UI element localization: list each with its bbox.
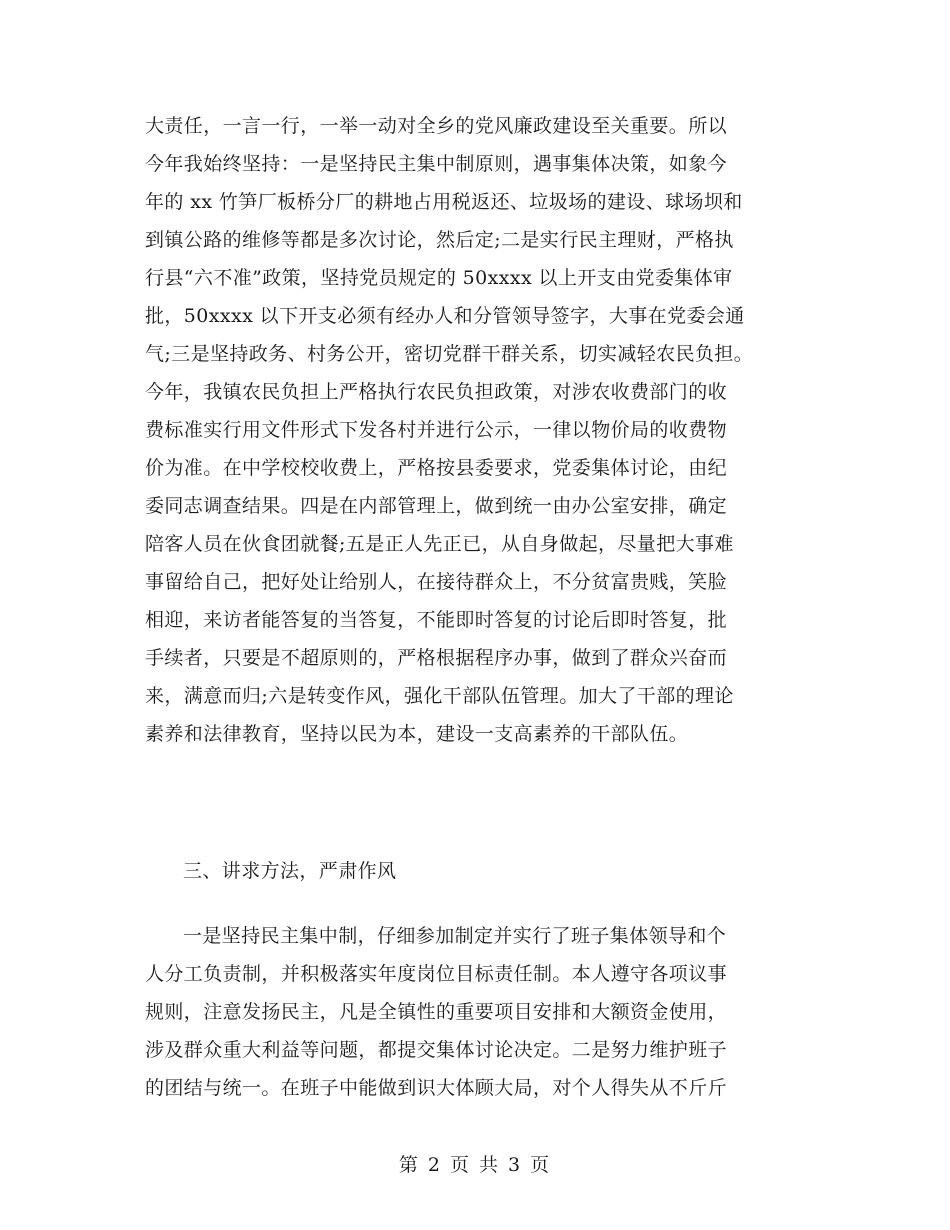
text-line: 陪客人员在伙食团就餐;五是正人先正已，从自身做起，尽量把大事难 [145, 533, 734, 555]
text-line: 价为准。在中学校校收费上，严格按县委要求，党委集体讨论，由纪 [145, 457, 728, 479]
text-line: 年的 xx 竹笋厂板桥分厂的耕地占用税返还、垃圾场的建设、球场坝和 [145, 191, 743, 213]
text-line: 来，满意而归;六是转变作风，强化干部队伍管理。加大了干部的理论 [145, 685, 734, 707]
text-line: 手续者，只要是不超原则的，严格根据程序办事，做到了群众兴奋而 [145, 647, 728, 669]
text-line: 行县“六不准”政策，坚持党员规定的 50xxxx 以上开支由党委集体审 [145, 267, 733, 289]
text-line: 委同志调查结果。四是在内部管理上，做到统一由办公室安排，确定 [145, 495, 728, 517]
text-line: 今年我始终坚持：一是坚持民主集中制原则，遇事集体决策，如象今 [145, 153, 728, 175]
paragraph-2 [145, 917, 805, 1107]
text-line: 今年，我镇农民负担上严格执行农民负担政策，对涉农收费部门的收 [145, 381, 728, 403]
text-line: 规则，注意发扬民主，凡是全镇性的重要项目安排和大额资金使用， [145, 1001, 728, 1023]
page-footer: 第 2 页 共 3 页 [398, 1154, 552, 1176]
text-line: 事留给自己，把好处让给别人，在接待群众上，不分贫富贵贱，笑脸 [145, 571, 728, 593]
text-line: 相迎，来访者能答复的当答复，不能即时答复的讨论后即时答复，批 [145, 609, 728, 631]
text-line: 一是坚持民主集中制，仔细参加制定并实行了班子集体领导和个 [183, 925, 727, 947]
text-line: 素养和法律教育，坚持以民为本，建设一支高素养的干部队伍。 [145, 723, 689, 745]
text-line: 涉及群众重大利益等问题，都提交集体讨论决定。二是努力维护班子 [145, 1039, 728, 1061]
text-line: 气;三是坚持政务、村务公开，密切党群干群关系，切实减轻农民负担。 [145, 343, 754, 365]
paragraph-1 [145, 107, 805, 753]
section-heading: 三、讲求方法，严肃作风 [183, 860, 397, 882]
text-line: 批，50xxxx 以下开支必须有经办人和分管领导签字，大事在党委会通 [145, 305, 745, 327]
text-line: 大责任，一言一行，一举一动对全乡的党风廉政建设至关重要。所以 [145, 115, 728, 137]
text-line: 费标准实行用文件形式下发各村并进行公示，一律以物价局的收费物 [145, 419, 728, 441]
text-line: 到镇公路的维修等都是多次讨论，然后定;二是实行民主理财，严格执 [145, 229, 734, 251]
text-line: 的团结与统一。在班子中能做到识大体顾大局，对个人得失从不斤斤 [145, 1077, 728, 1099]
text-line: 人分工负责制，并积极落实年度岗位目标责任制。本人遵守各项议事 [145, 963, 728, 985]
